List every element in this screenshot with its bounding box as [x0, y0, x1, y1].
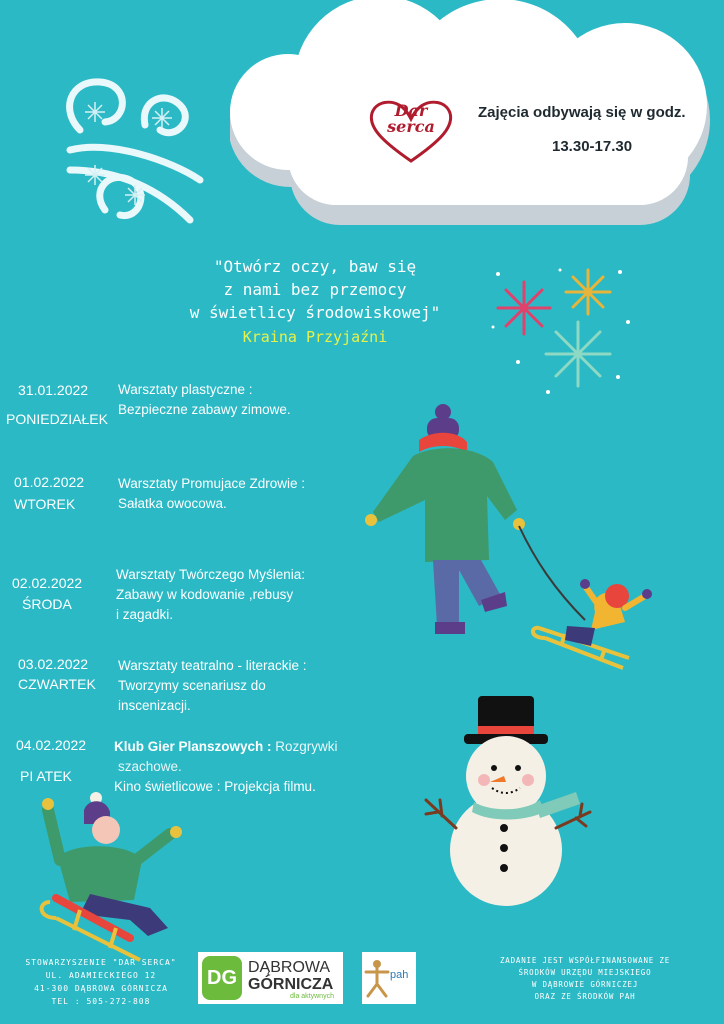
activity-1 — [118, 380, 291, 420]
snowman-illustration — [420, 688, 600, 908]
stick-figure-icon — [364, 958, 390, 998]
activity-3-line-1: Warsztaty Twórczego Myślenia: — [116, 567, 306, 582]
activity-4 — [118, 656, 307, 716]
slogan-name: Kraina Przyjaźni — [242, 328, 388, 346]
funding-line-3: W DĄBROWIE GÓRNICZEJ — [531, 980, 639, 989]
org-line-3: 41-300 DĄBROWA GÓRNICZA — [34, 984, 168, 993]
pah-text: pah — [390, 969, 409, 981]
hours-line-1: Zajęcia odbywają się w godz. — [478, 104, 686, 121]
wind-snowflakes-illustration — [50, 70, 230, 230]
org-line-2: UL. ADAMIECKIEGO 12 — [45, 971, 157, 980]
pah-logo — [362, 952, 416, 1004]
city-name-line-2: GÓRNICZA — [248, 976, 334, 993]
slogan-line-2: z nami bez przemocy — [223, 280, 407, 299]
day-5: PI ATEK — [20, 768, 72, 784]
day-3: ŚRODA — [22, 596, 72, 612]
date-3: 02.02.2022 — [12, 575, 83, 591]
dar-serca-logo — [362, 93, 460, 169]
activity-1-line-2: Bezpieczne zabawy zimowe. — [118, 402, 291, 417]
organization-address — [8, 956, 194, 1008]
dar-serca-logo-text: Dar serca — [387, 101, 435, 136]
date-4: 03.02.2022 — [18, 656, 89, 672]
activity-4-line-1: Warsztaty teatralno - literackie : — [118, 658, 307, 673]
day-2: WTOREK — [14, 496, 76, 512]
activity-2-line-2: Sałatka owocowa. — [118, 496, 227, 511]
hours-line-2: 13.30-17.30 — [552, 138, 633, 155]
slogan-line-3: w świetlicy środowiskowej" — [189, 303, 441, 322]
funding-line-4: ORAZ ZE ŚRODKÓW PAH — [534, 992, 636, 1001]
slogan-line-1: "Otwórz oczy, baw się — [213, 257, 417, 276]
activity-3-line-3: i zagadki. — [116, 607, 174, 622]
day-4: CZWARTEK — [18, 676, 96, 692]
funding-line-2: ŚRODKÓW URZĘDU MIEJSKIEGO — [518, 968, 652, 977]
activity-4-line-3: inscenizacji. — [118, 698, 191, 713]
activity-2-line-1: Warsztaty Promujace Zdrowie : — [118, 476, 306, 491]
dg-initials: DG — [202, 956, 242, 1000]
activity-5-line-2: szachowe. — [118, 759, 182, 774]
activity-3-line-2: Zabawy w kodowanie ,rebusy — [116, 587, 294, 602]
date-1: 31.01.2022 — [18, 382, 89, 398]
funding-note — [470, 955, 700, 1003]
activity-1-line-1: Warsztaty plastyczne : — [118, 382, 253, 397]
org-line-1: STOWARZYSZENIE "DAR SERCA" — [25, 958, 177, 967]
person-pulling-sled-illustration — [355, 400, 655, 700]
date-5: 04.02.2022 — [16, 737, 87, 753]
activity-5-title-1: Klub Gier Planszowych : — [114, 739, 272, 754]
activity-5-rest-1: Rozgrywki — [271, 739, 338, 754]
colorful-snowflakes-illustration — [488, 262, 638, 402]
activity-4-line-2: Tworzymy scenariusz do — [118, 678, 266, 693]
activity-3 — [116, 565, 305, 625]
org-line-4: TEL : 505-272-808 — [51, 997, 151, 1006]
city-tagline: dla aktywnych — [290, 993, 334, 1000]
activity-5 — [114, 737, 338, 797]
day-1: PONIEDZIAŁEK — [6, 411, 108, 427]
dabrowa-gornicza-logo — [198, 952, 343, 1004]
activity-5-line-3: Kino świetlicowe : Projekcja filmu. — [114, 779, 316, 794]
activity-2 — [118, 474, 305, 514]
child-sledding-illustration — [30, 790, 220, 970]
activity-5-line-1 — [114, 737, 338, 757]
funding-line-1: ZADANIE JEST WSPÓŁFINANSOWANE ZE — [499, 956, 671, 965]
date-2: 01.02.2022 — [14, 474, 85, 490]
city-name-line-1: DĄBROWA — [248, 959, 331, 976]
